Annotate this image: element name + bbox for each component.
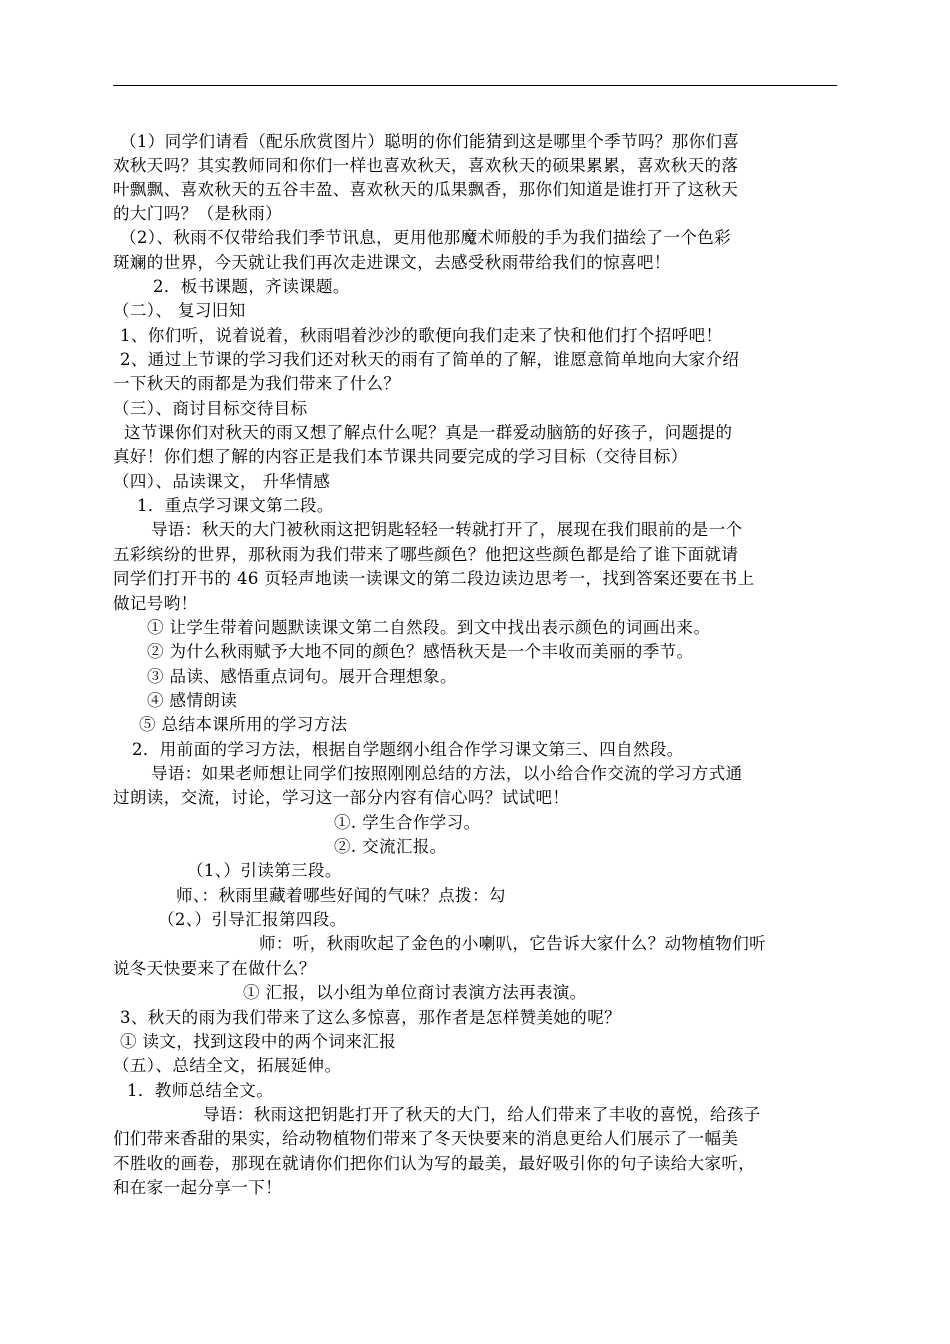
text-line: （1、）引读第三段。	[187, 861, 342, 880]
text-line: 导语：秋雨这把钥匙打开了秋天的大门，给人们带来了丰收的喜悦，给孩子	[203, 1105, 761, 1124]
list-item: ② 为什么秋雨赋予大地不同的颜色？感悟秋天是一个丰收而美丽的季节。	[147, 642, 694, 661]
text-line: 2．用前面的学习方法，根据自学题纲小组合作学习课文第三、四自然段。	[132, 740, 684, 759]
list-item: ②. 交流汇报。	[334, 837, 447, 856]
text-line: 导语：秋天的大门被秋雨这把钥匙轻轻一转就打开了，展现在我们眼前的是一个	[151, 520, 743, 539]
text-line: 1、你们听，说着说着，秋雨唱着沙沙的歌便向我们走来了快和他们打个招呼吧！	[120, 326, 723, 345]
section-heading: （三）、商讨目标交待目标	[113, 399, 308, 418]
text-line: 真好！你们想了解的内容正是我们本节课共同要完成的学习目标（交待目标）	[113, 447, 688, 466]
text-line: 过朗读，交流，讨论，学习这一部分内容有信心吗？试试吧！	[113, 788, 570, 807]
text-line: 师、：秋雨里藏着哪些好闻的气味？点拨：勾	[176, 886, 506, 905]
text-line: （2）、秋雨不仅带给我们季节讯息，更用他那魔术师般的手为我们描绘了一个色彩	[120, 228, 732, 247]
text-line: 不胜收的画卷，那现在就请你们把你们认为写的最美，最好吸引你的句子读给大家听，	[113, 1154, 756, 1173]
text-line: 欢秋天吗？其实教师同和你们一样也喜欢秋天，喜欢秋天的硕果累累，喜欢秋天的落	[113, 156, 739, 175]
list-item: ① 让学生带着问题默读课文第二自然段。到文中找出表示颜色的词画出来。	[147, 618, 711, 637]
list-item: ① 汇报，以小组为单位商讨表演方法再表演。	[243, 983, 587, 1002]
text-line: （1）同学们请看（配乐欣赏图片）聪明的你们能猜到这是哪里个季节吗？那你们喜	[120, 132, 740, 151]
text-line: 们们带来香甜的果实，给动物植物们带来了冬天快要来的消息更给人们展示了一幅美	[113, 1129, 739, 1148]
text-line: 做记号哟！	[113, 594, 198, 613]
text-line: 叶飘飘、喜欢秋天的五谷丰盈、喜欢秋天的瓜果飘香，那你们知道是谁打开了这秋天	[113, 180, 739, 199]
text-line: 斑斓的世界，今天就让我们再次走进课文，去感受秋雨带给我们的惊喜吧！	[113, 253, 671, 272]
section-heading: （四）、品读课文， 升华情感	[113, 472, 331, 491]
list-item: ①. 学生合作学习。	[334, 813, 481, 832]
list-item: ④ 感情朗读	[147, 691, 238, 710]
list-item: ⑤ 总结本课所用的学习方法	[139, 715, 348, 734]
text-line: 和在家一起分享一下！	[113, 1178, 282, 1197]
text-line: 2．板书课题，齐读课题。	[153, 277, 350, 296]
text-line: 五彩缤纷的世界，那秋雨为我们带来了哪些颜色？他把这些颜色都是给了谁下面就请	[113, 545, 739, 564]
list-item: ① 读文，找到这段中的两个词来汇报	[120, 1032, 397, 1051]
text-line: 一下秋天的雨都是为我们带来了什么？	[113, 374, 401, 393]
text-line: 3、秋天的雨为我们带来了这么多惊喜，那作者是怎样赞美她的呢？	[120, 1008, 621, 1027]
text-line: 说冬天快要来了在做什么？	[113, 959, 316, 978]
list-item: ③ 品读、感悟重点词句。展开合理想象。	[147, 667, 457, 686]
text-line: （2、）引导汇报第四段。	[158, 910, 347, 929]
header-rule	[113, 85, 837, 86]
text-line: 2、通过上节课的学习我们还对秋天的雨有了简单的了解，谁愿意简单地向大家介绍	[120, 350, 740, 369]
text-line: 导语：如果老师想让同学们按照刚刚总结的方法，以小给合作交流的学习方式通	[151, 764, 743, 783]
text-line: 师：听，秋雨吹起了金色的小喇叭，它告诉大家什么？动物植物们听	[259, 934, 766, 953]
section-heading: （五）、总结全文，拓展延伸。	[113, 1056, 342, 1075]
text-line: 同学们打开书的 46 页轻声地读一读课文的第二段边读边思考一，找到答案还要在书上	[113, 569, 755, 588]
section-heading: （二）、 复习旧知	[113, 301, 246, 320]
text-line: 的大门吗？（是秋雨）	[113, 204, 282, 223]
text-line: 这节课你们对秋天的雨又想了解点什么呢？真是一群爱动脑筋的好孩子，问题提的	[124, 423, 733, 442]
text-line: 1．重点学习课文第二段。	[137, 496, 334, 515]
text-line: 1．教师总结全文。	[127, 1081, 274, 1100]
